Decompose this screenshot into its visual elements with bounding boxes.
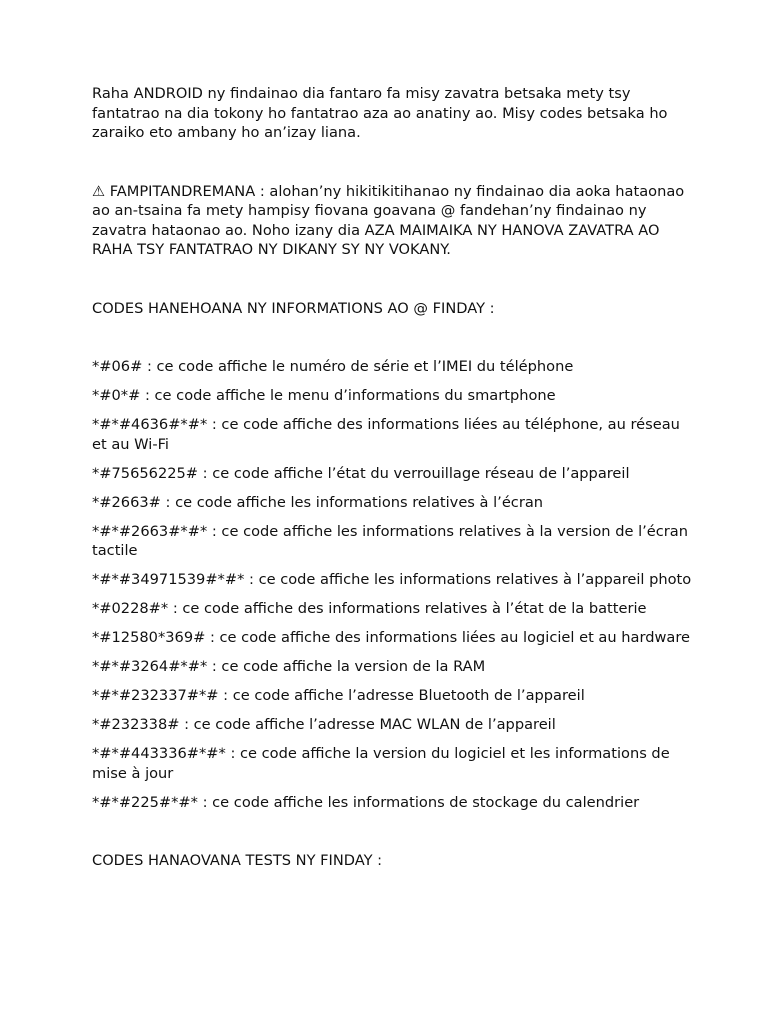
code-item: *#12580*369# : ce code affiche des informations liées au logiciel et au hardware bbox=[92, 629, 690, 646]
code-item: *#232338# : ce code affiche l’adresse MAC WLAN de l’appareil bbox=[92, 716, 556, 733]
warning-paragraph: ⚠ FAMPITANDREMANA : alohan’ny hikitikitihanao ny findainao dia aoka hataonao ao an-tsaina fa mety hampisy fiovana goavana @ fandehan’ny findainao ny zavatra hataonao ao. Noho izany dia AZA MAIMAIKA NY HANOVA ZAVATRA AO RAHA TSY FANTATRAO NY DIKANY SY NY VOKANY. bbox=[92, 182, 685, 258]
code-list bbox=[92, 357, 692, 812]
code-item: *#*#3264#*#* : ce code affiche la version de la RAM bbox=[92, 658, 486, 675]
code-item: *#*#232337#*# : ce code affiche l’adresse Bluetooth de l’appareil bbox=[92, 687, 585, 704]
section-heading-tests: CODES HANAOVANA TESTS NY FINDAY : bbox=[92, 852, 383, 869]
code-item: *#*#225#*#* : ce code affiche les informations de stockage du calendrier bbox=[92, 793, 640, 811]
code-item: *#*#2663#*#* : ce code affiche les informations relatives à la version de l’écran tactile bbox=[92, 522, 688, 559]
intro-paragraph: Raha ANDROID ny findainao dia fantaro fa misy zavatra betsaka mety tsy fantatrao na dia tokony ho fantatrao aza ao anatiny ao. Misy codes betsaka ho zaraiko eto ambany ho an’izay liana. bbox=[92, 85, 668, 141]
section-heading-info: CODES HANEHOANA NY INFORMATIONS AO @ FINDAY : bbox=[92, 299, 495, 317]
document-page bbox=[92, 84, 692, 871]
code-item: *#*#34971539#*#* : ce code affiche les informations relatives à l’appareil photo bbox=[92, 571, 692, 588]
code-item: *#*#4636#*#* : ce code affiche des informations liées au téléphone, au réseau et au Wi-Fi bbox=[92, 416, 680, 453]
code-item: *#0228#* : ce code affiche des informations relatives à l’état de la batterie bbox=[92, 600, 647, 617]
code-item: *#0*# : ce code affiche le menu d’informations du smartphone bbox=[92, 387, 556, 404]
code-item: *#06# : ce code affiche le numéro de série et l’IMEI du téléphone bbox=[92, 358, 574, 375]
code-item: *#75656225# : ce code affiche l’état du verrouillage réseau de l’appareil bbox=[92, 464, 630, 482]
code-item: *#2663# : ce code affiche les informations relatives à l’écran bbox=[92, 493, 544, 511]
code-item: *#*#443336#*#* : ce code affiche la version du logiciel et les informations de mise à jour bbox=[92, 745, 670, 782]
